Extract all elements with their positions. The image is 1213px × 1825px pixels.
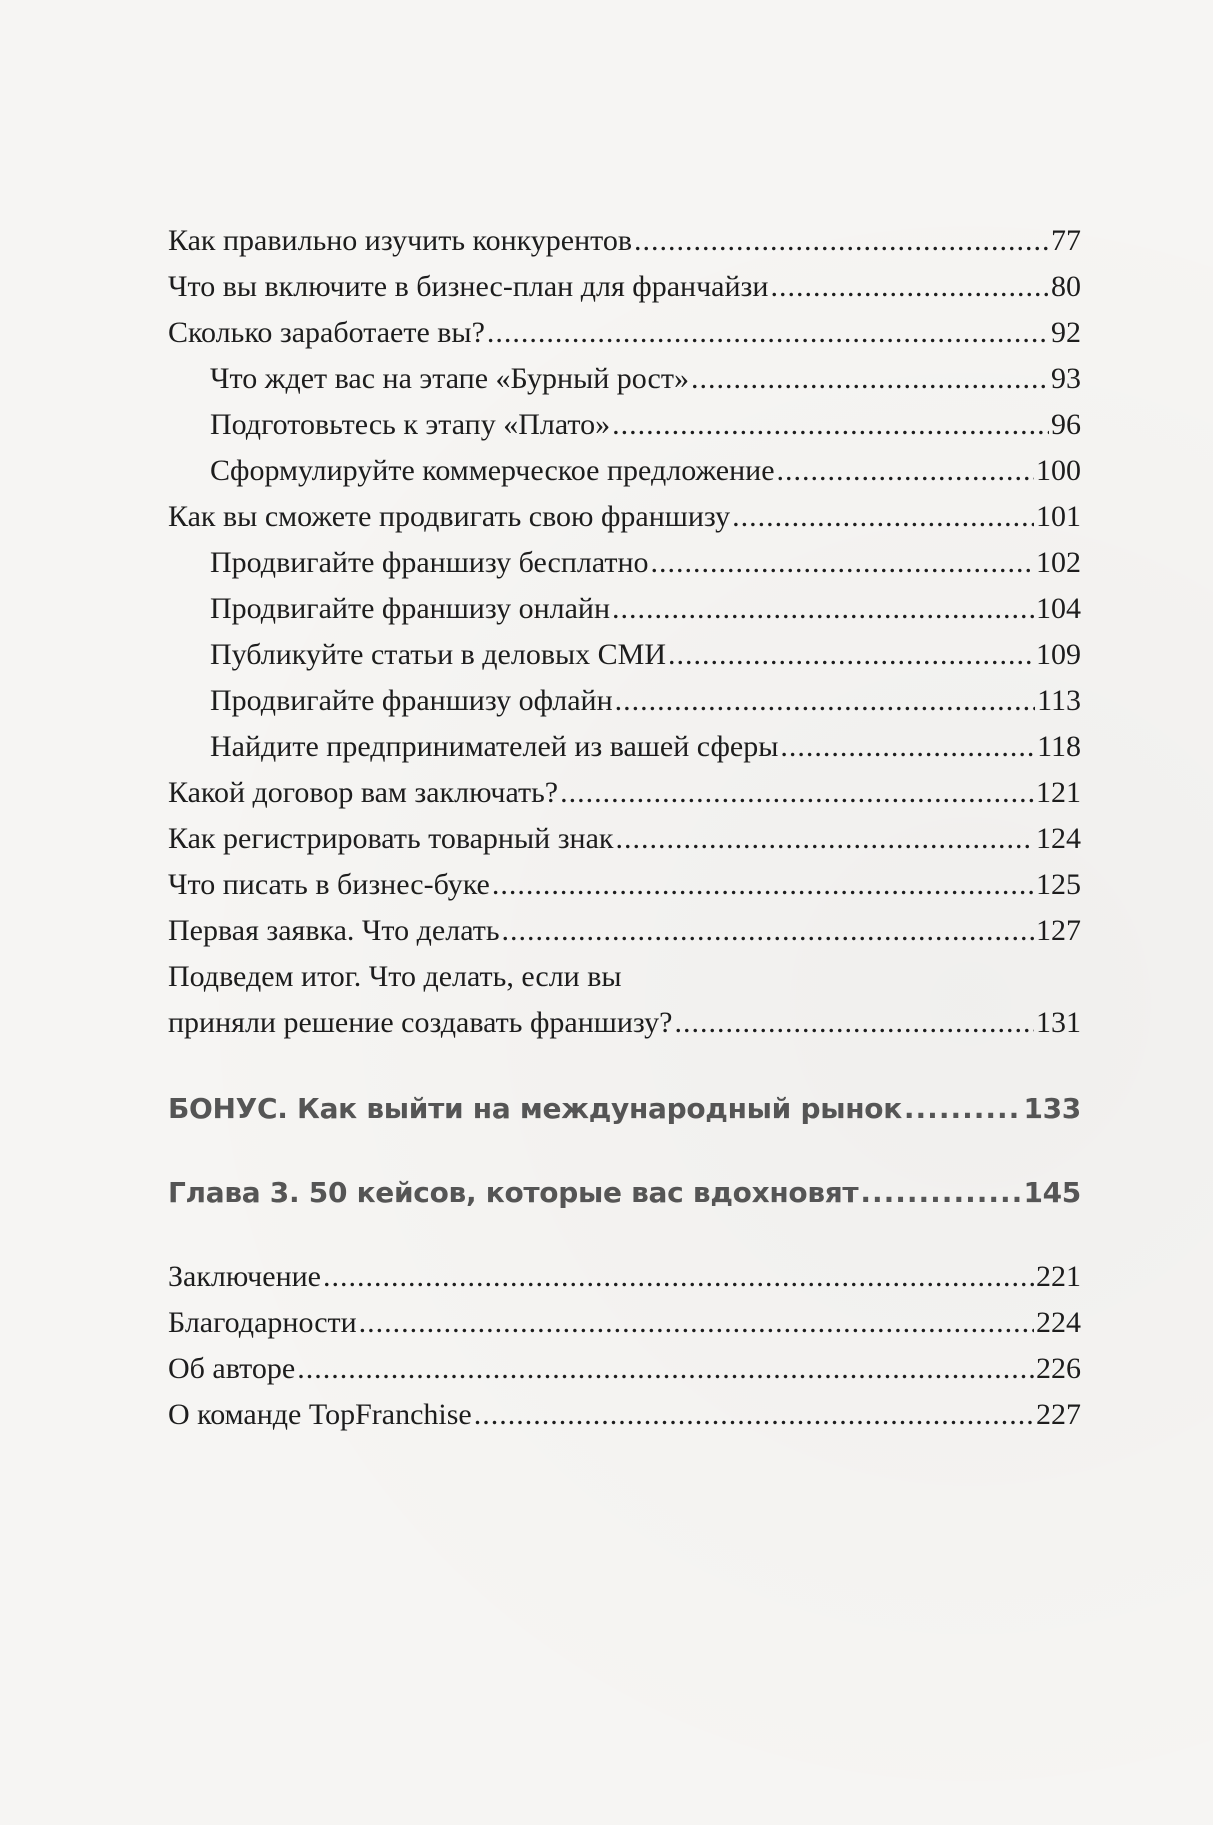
dot-leader bbox=[474, 1392, 1034, 1438]
toc-entry-title: Что ждет вас на этапе «Бурный рост» bbox=[210, 362, 689, 395]
toc-entry-title: Продвигайте франшизу офлайн bbox=[210, 684, 613, 717]
toc-entry-title: Первая заявка. Что делать bbox=[168, 914, 500, 947]
toc-subentry bbox=[168, 356, 1081, 402]
toc-entry-title: Подведем итог. Что делать, если вы bbox=[168, 960, 622, 993]
toc-entry-page: 104 bbox=[1036, 592, 1081, 625]
dot-leader bbox=[615, 678, 1035, 724]
dot-leader bbox=[502, 908, 1034, 954]
dot-leader bbox=[492, 862, 1034, 908]
toc-entry-title: Глава 3. 50 кейсов, которые вас вдохновят bbox=[168, 1176, 859, 1209]
toc-entry-page: 77 bbox=[1051, 224, 1081, 257]
dot-leader bbox=[487, 310, 1049, 356]
toc-subentry bbox=[168, 402, 1081, 448]
toc-entry-title: Какой договор вам заключать? bbox=[168, 776, 559, 809]
toc-entry bbox=[168, 1346, 1081, 1392]
toc-entry-title: Как регистрировать товарный знак bbox=[168, 822, 614, 855]
toc-entry bbox=[168, 1000, 1081, 1046]
dot-leader bbox=[297, 1346, 1034, 1392]
toc-entry-multiline-first bbox=[168, 954, 1081, 1000]
toc-entry-page: 227 bbox=[1036, 1398, 1081, 1431]
dot-leader bbox=[904, 1086, 1022, 1132]
toc-entry-page: 127 bbox=[1036, 914, 1081, 947]
toc-entry bbox=[168, 862, 1081, 908]
dot-leader bbox=[651, 540, 1034, 586]
toc-entry-page: 224 bbox=[1036, 1306, 1081, 1339]
dot-leader bbox=[770, 264, 1049, 310]
toc-entry bbox=[168, 908, 1081, 954]
toc-entry-title: Сформулируйте коммерческое предложение bbox=[210, 454, 775, 487]
dot-leader bbox=[323, 1254, 1034, 1300]
dot-leader bbox=[668, 632, 1034, 678]
toc-entry-page: 131 bbox=[1036, 1006, 1081, 1039]
toc-entry-title: приняли решение создавать франшизу? bbox=[168, 1006, 673, 1039]
toc-entry-title: Благодарности bbox=[168, 1306, 357, 1339]
toc-entry-page: 226 bbox=[1036, 1352, 1081, 1385]
toc-entry bbox=[168, 218, 1081, 264]
toc-entry bbox=[168, 264, 1081, 310]
toc-bonus-entry bbox=[168, 1086, 1081, 1132]
toc-subentry bbox=[168, 632, 1081, 678]
toc-entry-page: 118 bbox=[1037, 730, 1081, 763]
toc-entry-title: Публикуйте статьи в деловых СМИ bbox=[210, 638, 667, 671]
toc-subentry bbox=[168, 586, 1081, 632]
toc-subentry bbox=[168, 448, 1081, 494]
toc-subentry bbox=[168, 724, 1081, 770]
toc-subentry bbox=[168, 678, 1081, 724]
toc-entry bbox=[168, 1254, 1081, 1300]
toc-entry-title: Подготовьтесь к этапу «Плато» bbox=[210, 408, 611, 441]
toc-entry-page: 113 bbox=[1037, 684, 1081, 717]
dot-leader bbox=[691, 356, 1049, 402]
toc-entry bbox=[168, 1392, 1081, 1438]
dot-leader bbox=[777, 448, 1034, 494]
toc-entry bbox=[168, 770, 1081, 816]
toc-entry-title: Продвигайте франшизу бесплатно bbox=[210, 546, 649, 579]
table-of-contents bbox=[168, 218, 1081, 1438]
toc-entry-page: 80 bbox=[1051, 270, 1081, 303]
toc-entry-page: 145 bbox=[1023, 1176, 1081, 1209]
dot-leader bbox=[612, 402, 1049, 448]
dot-leader bbox=[616, 816, 1035, 862]
toc-subentry bbox=[168, 540, 1081, 586]
dot-leader bbox=[860, 1170, 1021, 1216]
toc-entry bbox=[168, 1300, 1081, 1346]
toc-entry-title: Продвигайте франшизу онлайн bbox=[210, 592, 611, 625]
dot-leader bbox=[359, 1300, 1034, 1346]
toc-entry bbox=[168, 816, 1081, 862]
dot-leader bbox=[780, 724, 1035, 770]
toc-entry-page: 96 bbox=[1051, 408, 1081, 441]
toc-entry-title: Что писать в бизнес-буке bbox=[168, 868, 490, 901]
dot-leader bbox=[674, 1000, 1034, 1046]
toc-entry bbox=[168, 494, 1081, 540]
toc-entry-page: 101 bbox=[1036, 500, 1081, 533]
toc-entry-page: 221 bbox=[1036, 1260, 1081, 1293]
toc-entry-title: Найдите предпринимателей из вашей сферы bbox=[210, 730, 779, 763]
dot-leader bbox=[732, 494, 1034, 540]
toc-entry bbox=[168, 310, 1081, 356]
toc-entry-page: 121 bbox=[1036, 776, 1081, 809]
toc-entry-page: 109 bbox=[1036, 638, 1081, 671]
toc-entry-title: Сколько заработаете вы? bbox=[168, 316, 485, 349]
toc-entry-title: Заключение bbox=[168, 1260, 321, 1293]
toc-entry-page: 125 bbox=[1036, 868, 1081, 901]
toc-entry-title: Как вы сможете продвигать свою франшизу bbox=[168, 500, 731, 533]
toc-entry-title: О команде TopFranchise bbox=[168, 1398, 472, 1431]
toc-entry-page: 102 bbox=[1036, 546, 1081, 579]
toc-entry-page: 124 bbox=[1036, 822, 1081, 855]
toc-entry-page: 100 bbox=[1036, 454, 1081, 487]
dot-leader bbox=[634, 218, 1049, 264]
dot-leader bbox=[612, 586, 1034, 632]
toc-entry-page: 92 bbox=[1051, 316, 1081, 349]
toc-chapter-entry bbox=[168, 1170, 1081, 1216]
toc-entry-title: Как правильно изучить конкурентов bbox=[168, 224, 633, 257]
toc-entry-title: Что вы включите в бизнес-план для франчайзи bbox=[168, 270, 769, 303]
dot-leader bbox=[560, 770, 1034, 816]
toc-entry-page: 133 bbox=[1023, 1092, 1081, 1125]
toc-entry-page: 93 bbox=[1051, 362, 1081, 395]
toc-entry-title: БОНУС. Как выйти на международный рынок bbox=[168, 1092, 902, 1125]
toc-entry-title: Об авторе bbox=[168, 1352, 296, 1385]
